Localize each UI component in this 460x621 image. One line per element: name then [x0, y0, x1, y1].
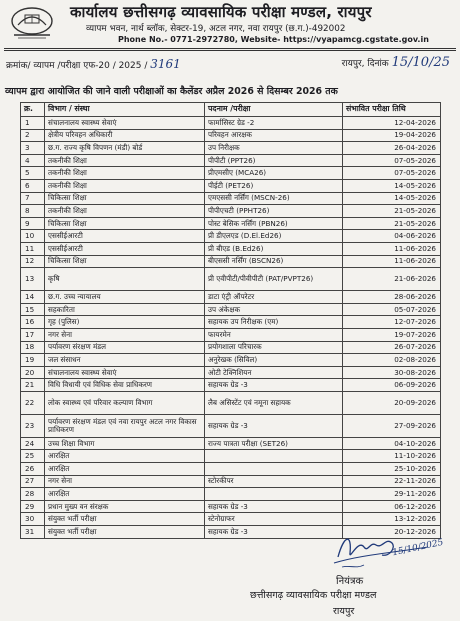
row-exam: परिवहन आरक्षक — [205, 129, 343, 142]
row-exam: सहायक ग्रेड -3 — [205, 526, 343, 539]
table-row — [21, 205, 441, 218]
row-exam: राज्य पात्रता परीक्षा (SET26) — [205, 437, 343, 450]
row-department: लोक स्वास्थ्य एवं परिवार कल्याण विभाग — [45, 391, 205, 414]
header-date: संभावित परीक्षा तिथि — [343, 103, 441, 117]
place-date-label: रायपुर, दिनांक — [341, 59, 389, 69]
row-serial: 23 — [21, 414, 45, 437]
table-row — [21, 179, 441, 192]
row-department: आरक्षित — [45, 488, 205, 501]
table-row — [21, 391, 441, 414]
row-department: संयुक्त भर्ती परीक्षा — [45, 513, 205, 526]
row-date: 05-07-2026 — [343, 303, 441, 316]
row-department: तकनीकी शिक्षा — [45, 154, 205, 167]
row-exam: प्री एवीपीटी/पीवीपीटी (PAT/PVPT26) — [205, 268, 343, 291]
row-exam: उप अंकेक्षक — [205, 303, 343, 316]
letter-date: 15/10/25 — [391, 55, 450, 70]
row-date: 28-06-2026 — [343, 291, 441, 304]
row-exam: सहायक ग्रेड -3 — [205, 379, 343, 392]
row-department: उच्च शिक्षा विभाग — [45, 437, 205, 450]
row-exam — [205, 450, 343, 463]
row-department: छ.ग. राज्य कृषि विपणन (मंडी) बोर्ड — [45, 142, 205, 155]
row-department: चिकित्सा शिक्षा — [45, 217, 205, 230]
header-department: विभाग / संस्था — [45, 103, 205, 117]
row-exam: प्रयोगशाला परिचारक — [205, 341, 343, 354]
exam-calendar-table — [20, 102, 441, 539]
row-exam: उप निरीक्षक — [205, 142, 343, 155]
row-department: पर्यावरण संरक्षण मंडल — [45, 341, 205, 354]
row-exam: पीपीएचटी (PPHT26) — [205, 205, 343, 218]
row-department: नगर सेना — [45, 328, 205, 341]
header-serial: क्र. — [21, 103, 45, 117]
row-date: 21-05-2026 — [343, 217, 441, 230]
row-serial: 4 — [21, 154, 45, 167]
row-date: 11-06-2026 — [343, 242, 441, 255]
header-divider-second — [4, 50, 456, 51]
table-row — [21, 242, 441, 255]
table-header-row — [21, 103, 441, 117]
row-date: 12-07-2026 — [343, 316, 441, 329]
row-date: 14-05-2026 — [343, 192, 441, 205]
row-department: संयुक्त भर्ती परीक्षा — [45, 526, 205, 539]
row-serial: 17 — [21, 328, 45, 341]
row-department: तकनीकी शिक्षा — [45, 179, 205, 192]
reference-line — [6, 57, 181, 71]
row-serial: 15 — [21, 303, 45, 316]
row-serial: 9 — [21, 217, 45, 230]
row-date: 12-04-2026 — [343, 117, 441, 130]
table-row — [21, 500, 441, 513]
header-divider — [4, 48, 456, 49]
row-exam: लैब असिस्टेंट एवं नमूना सहायक — [205, 391, 343, 414]
row-serial: 13 — [21, 268, 45, 291]
table-row — [21, 192, 441, 205]
row-date: 27-09-2026 — [343, 414, 441, 437]
row-exam: स्टेनोग्राफर — [205, 513, 343, 526]
signatory-designation: नियंत्रक — [336, 576, 364, 587]
row-department: जल संसाधन — [45, 354, 205, 367]
row-serial: 7 — [21, 192, 45, 205]
table-row — [21, 463, 441, 476]
table-row — [21, 230, 441, 243]
row-date: 21-05-2026 — [343, 205, 441, 218]
letterhead-phone: Phone No.- 0771-2972780, Website- https://vyapamcg.cgstate.gov.in — [118, 35, 429, 44]
row-serial: 5 — [21, 167, 45, 180]
row-exam: डाटा एंट्री ऑपरेटर — [205, 291, 343, 304]
table-row — [21, 328, 441, 341]
row-department: गृह (पुलिस) — [45, 316, 205, 329]
table-row — [21, 354, 441, 367]
row-date: 22-11-2026 — [343, 475, 441, 488]
reference-label: क्रमांक/ व्यापम /परीक्षा एफ-20 / 2025 / — [6, 61, 148, 71]
row-exam — [205, 488, 343, 501]
row-date: 11-06-2026 — [343, 255, 441, 268]
row-date: 07-05-2026 — [343, 154, 441, 167]
table-row — [21, 154, 441, 167]
row-date: 04-10-2026 — [343, 437, 441, 450]
row-date: 20-12-2026 — [343, 526, 441, 539]
row-exam: पोस्ट बेसिक नर्सिंग (PBN26) — [205, 217, 343, 230]
row-serial: 24 — [21, 437, 45, 450]
row-department: क्षेत्रीय परिवहन अधिकारी — [45, 129, 205, 142]
row-exam: प्री बीएड (B.Ed26) — [205, 242, 343, 255]
row-exam: फार्मासिस्ट ग्रेड -2 — [205, 117, 343, 130]
row-serial: 16 — [21, 316, 45, 329]
row-serial: 14 — [21, 291, 45, 304]
table-row — [21, 414, 441, 437]
row-exam: पीपीटी (PPT26) — [205, 154, 343, 167]
letterhead-title: कार्यालय छत्तीसगढ़ व्यावसायिक परीक्षा मण्डल, रायपुर — [70, 3, 372, 21]
row-department: आरक्षित — [45, 463, 205, 476]
row-department: चिकित्सा शिक्षा — [45, 192, 205, 205]
row-serial: 18 — [21, 341, 45, 354]
table-row — [21, 488, 441, 501]
letterhead-address: व्यापम भवन, नार्थ ब्लॉक, सेक्टर-19, अटल नगर, नवा रायपुर (छ.ग.)-492002 — [86, 24, 346, 34]
row-department: सहकारिता — [45, 303, 205, 316]
row-exam: स्टोरकीपर — [205, 475, 343, 488]
row-serial: 11 — [21, 242, 45, 255]
reference-number: 3161 — [150, 57, 181, 71]
table-row — [21, 437, 441, 450]
row-date: 06-09-2026 — [343, 379, 441, 392]
row-date: 21-06-2026 — [343, 268, 441, 291]
row-serial: 31 — [21, 526, 45, 539]
row-department: पर्यावरण संरक्षण मंडल एवं नवा रायपुर अटल नगर विकास प्राधिकरण — [45, 414, 205, 437]
row-exam: एमएससी नर्सिंग (MSCN-26) — [205, 192, 343, 205]
table-row — [21, 167, 441, 180]
table-row — [21, 303, 441, 316]
row-department: प्रधान मुख्य वन संरक्षक — [45, 500, 205, 513]
signatory-city: रायपुर — [333, 606, 355, 617]
row-exam: प्रीएमसीए (MCA26) — [205, 167, 343, 180]
table-row — [21, 291, 441, 304]
table-row — [21, 366, 441, 379]
row-serial: 29 — [21, 500, 45, 513]
row-serial: 10 — [21, 230, 45, 243]
row-exam: फायरमेन — [205, 328, 343, 341]
row-department: संचालनालय स्वास्थ्य सेवाएं — [45, 117, 205, 130]
row-date: 26-04-2026 — [343, 142, 441, 155]
row-serial: 1 — [21, 117, 45, 130]
row-date: 20-09-2026 — [343, 391, 441, 414]
row-department: छ.ग. उच्च न्यायालय — [45, 291, 205, 304]
row-department: विधि विधायी एवं विधिक सेवा प्राधिकरण — [45, 379, 205, 392]
signature-date: 15/10/2025 — [391, 537, 445, 559]
row-department: कृषि — [45, 268, 205, 291]
table-row — [21, 513, 441, 526]
row-serial: 27 — [21, 475, 45, 488]
row-date: 30-08-2026 — [343, 366, 441, 379]
row-serial: 26 — [21, 463, 45, 476]
row-department: चिकित्सा शिक्षा — [45, 255, 205, 268]
row-date: 02-08-2026 — [343, 354, 441, 367]
table-row — [21, 255, 441, 268]
row-exam: प्री डीएलएड (D.El.Ed26) — [205, 230, 343, 243]
row-exam — [205, 463, 343, 476]
signatory-organization: छत्तीसगढ़ व्यावसायिक परीक्षा मण्डल — [250, 590, 377, 601]
row-exam: पीईटी (PET26) — [205, 179, 343, 192]
row-exam: सहायक ग्रेड -3 — [205, 500, 343, 513]
row-serial: 25 — [21, 450, 45, 463]
table-row — [21, 341, 441, 354]
table-row — [21, 379, 441, 392]
row-date: 26-07-2026 — [343, 341, 441, 354]
row-serial: 19 — [21, 354, 45, 367]
vyapam-logo-icon — [8, 5, 56, 41]
table-row — [21, 268, 441, 291]
row-date: 06-12-2026 — [343, 500, 441, 513]
table-row — [21, 142, 441, 155]
table-body — [21, 117, 441, 539]
table-row — [21, 217, 441, 230]
row-serial: 30 — [21, 513, 45, 526]
row-department: तकनीकी शिक्षा — [45, 167, 205, 180]
row-exam: बीएससी नर्सिंग (BSCN26) — [205, 255, 343, 268]
row-serial: 3 — [21, 142, 45, 155]
row-date: 13-12-2026 — [343, 513, 441, 526]
row-exam: सहायक ग्रेड -3 — [205, 414, 343, 437]
row-date: 19-07-2026 — [343, 328, 441, 341]
row-serial: 21 — [21, 379, 45, 392]
row-date: 25-10-2026 — [343, 463, 441, 476]
table-row — [21, 475, 441, 488]
row-department: एससीईआरटी — [45, 242, 205, 255]
row-serial: 8 — [21, 205, 45, 218]
table-row — [21, 117, 441, 130]
table-row — [21, 316, 441, 329]
row-exam: अनुरेखक (सिविल) — [205, 354, 343, 367]
row-date: 29-11-2026 — [343, 488, 441, 501]
row-department: एससीईआरटी — [45, 230, 205, 243]
row-department: नगर सेना — [45, 475, 205, 488]
row-serial: 2 — [21, 129, 45, 142]
header-exam: पदनाम /परीक्षा — [205, 103, 343, 117]
row-serial: 22 — [21, 391, 45, 414]
row-exam: ओटी टेक्निशियन — [205, 366, 343, 379]
row-department: आरक्षित — [45, 450, 205, 463]
row-date: 11-10-2026 — [343, 450, 441, 463]
row-serial: 6 — [21, 179, 45, 192]
row-serial: 12 — [21, 255, 45, 268]
row-date: 14-05-2026 — [343, 179, 441, 192]
row-date: 04-06-2026 — [343, 230, 441, 243]
row-serial: 20 — [21, 366, 45, 379]
row-serial: 28 — [21, 488, 45, 501]
table-row — [21, 450, 441, 463]
row-exam: सहायक उप निरीक्षक (एम) — [205, 316, 343, 329]
date-line — [342, 55, 450, 70]
row-department: तकनीकी शिक्षा — [45, 205, 205, 218]
table-row — [21, 129, 441, 142]
row-date: 19-04-2026 — [343, 129, 441, 142]
row-date: 07-05-2026 — [343, 167, 441, 180]
subject-line: व्यापम द्वारा आयोजित की जाने वाली परीक्षाओं का कैलेंडर अप्रैल 2026 से दिसम्बर 2026 तक — [5, 86, 338, 97]
row-department: संचालनालय स्वास्थ्य सेवाएं — [45, 366, 205, 379]
